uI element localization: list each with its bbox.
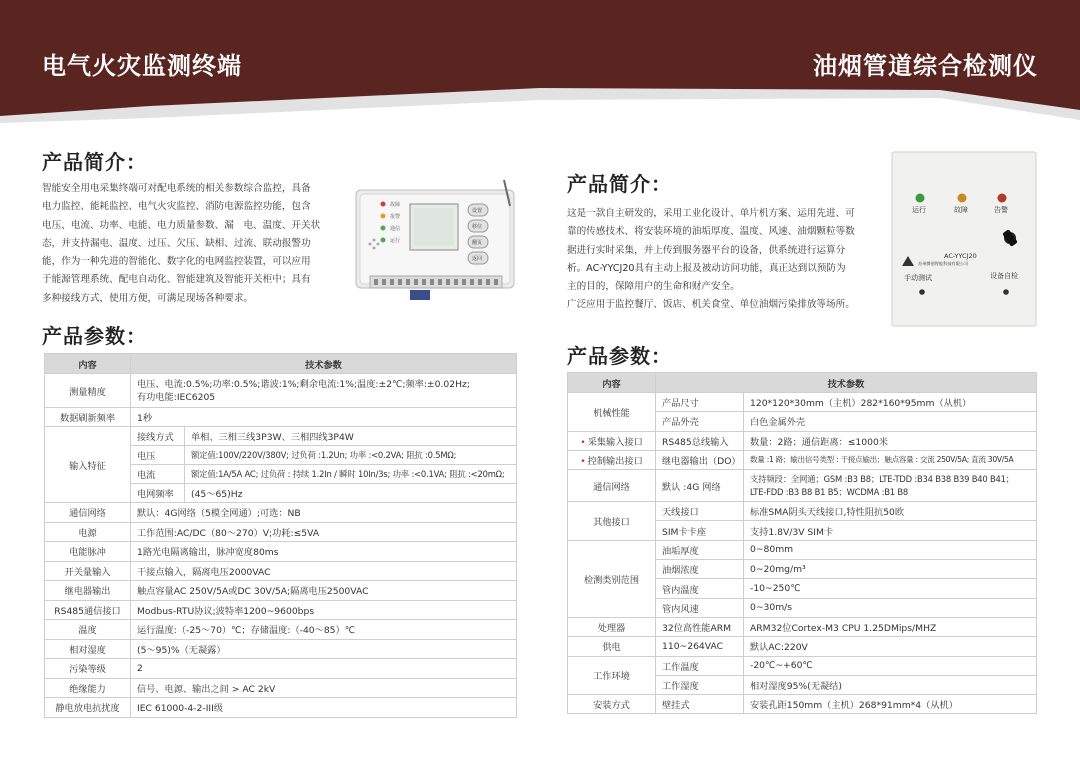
table-row: [45, 620, 517, 640]
text-line: 主的目的，保障用户的生命和财产安全。: [567, 281, 740, 293]
model-label: AC-YYCJ20: [944, 252, 977, 260]
table-row: [45, 659, 517, 679]
device-button-label: 翻页: [472, 240, 483, 246]
row-label: [568, 431, 656, 450]
sub-value: (45～65)Hz: [185, 484, 517, 503]
row-label: 机械性能: [568, 393, 656, 432]
row-label: RS485通信接口: [45, 600, 131, 620]
row-label: 测量精度: [45, 374, 131, 408]
sub-label: 壁挂式: [656, 695, 744, 714]
star-icon: •: [580, 436, 586, 448]
table-row: [568, 540, 1037, 559]
text-line: 智能安全用电采集终端可对配电系统的相关参数综合监控，具备: [42, 183, 311, 194]
table-row: [45, 600, 517, 620]
row-value: 1路光电隔离输出，脉冲宽度80ms: [131, 542, 517, 562]
device-button-label: 返回: [472, 256, 483, 262]
sub-value: 相对湿度95%(无凝结): [744, 675, 1037, 694]
table-row: [568, 656, 1037, 675]
row-label: 污染等级: [45, 659, 131, 679]
left-params-table: [44, 353, 517, 718]
row-label: 其他接口: [568, 502, 656, 541]
row-value: Modbus-RTU协议;波特率1200~9600bps: [131, 600, 517, 620]
table-row: [45, 678, 517, 698]
row-label: 静电放电抗扰度: [45, 698, 131, 718]
text-line: 多种接线方式，使用方便，可满足现场各种要求。: [42, 292, 254, 304]
header-banner: [0, 0, 1080, 140]
led-label: 报警: [390, 214, 401, 220]
sub-value: 0~30m/s: [744, 598, 1037, 617]
row-label: 数据刷新频率: [45, 408, 131, 427]
sub-value: 默认AC:220V: [744, 637, 1037, 656]
monitoring-terminal-image: [350, 176, 520, 312]
led-label: 故障: [390, 202, 401, 208]
sub-label: 油垢厚度: [656, 540, 744, 559]
table-row: [45, 561, 517, 581]
sub-label: 接线方式: [131, 427, 185, 446]
sub-label: 默认 :4G 网络: [656, 470, 744, 502]
row-label: 安装方式: [568, 695, 656, 714]
table-row: [45, 542, 517, 562]
sub-value: 数量：2路；通信距离：≤1000米: [744, 431, 1037, 450]
row-label: 处理器: [568, 617, 656, 636]
table-row: [568, 431, 1037, 450]
text-line: 广泛应用于监控餐厅、饭店、机关食堂、单位油烟污染排放等场所。: [567, 299, 855, 311]
banner-right-title: 油烟管道综合检测仪: [813, 52, 1038, 80]
row-value: IEC 61000-4-2-III级: [131, 698, 517, 718]
row-label: 检测类别范围: [568, 540, 656, 617]
company-label: 苏州腾创智能科技有限公司: [918, 261, 969, 266]
row-label: 相对湿度: [45, 639, 131, 659]
sub-value: 额定值:100V/220V/380V; 过负荷 :1.2Un; 功率 :<0.2VA; 阻抗 :0.5MΩ;: [185, 446, 517, 465]
value-line: 有功电能:IEC6205: [137, 391, 216, 403]
indicator-label: 运行: [912, 206, 926, 214]
row-label: 温度: [45, 620, 131, 640]
row-value: 工作范围:AC/DC（80～270）V;功耗:≤5VA: [131, 522, 517, 542]
row-label: 电源: [45, 522, 131, 542]
sub-label: 电流: [131, 465, 185, 484]
text-line: 据进行实时采集，并上传到服务器平台的设备，供系统进行运算分: [567, 244, 846, 256]
sub-value: [744, 470, 1037, 502]
device-button-label: 移位: [472, 224, 483, 230]
table-row: [568, 637, 1037, 656]
row-label-text: 采集输入接口: [587, 436, 643, 448]
table-row: [45, 408, 517, 427]
selfcheck-button-label: 设备自检: [990, 272, 1018, 280]
sub-value: 120*120*30mm（主机）282*160*95mm（从机）: [744, 393, 1037, 412]
right-params-heading: 产品参数：: [567, 344, 672, 368]
text-line: 这是一款自主研发的，采用工业化设计、单片机方案、运用先进、可: [567, 208, 855, 219]
header-cell: 内容: [45, 354, 131, 374]
left-intro-heading: 产品简介：: [42, 150, 147, 174]
left-intro-text: [42, 180, 342, 308]
sub-label: 工作湿度: [656, 675, 744, 694]
right-intro-heading: 产品简介：: [567, 172, 672, 196]
banner-left-title: 电气火灾监测终端: [42, 52, 242, 80]
sub-label: 管内温度: [656, 579, 744, 598]
table-row: [45, 503, 517, 523]
header-cell: 技术参数: [656, 373, 1037, 393]
row-value: (5～95)%（无凝露）: [131, 639, 517, 659]
sub-value: 0~20mg/m³: [744, 560, 1037, 579]
led-label: 通信: [390, 226, 401, 232]
row-label: 开关量输入: [45, 561, 131, 581]
sub-label: RS485总线输入: [656, 431, 744, 450]
text-line: 靠的传感技术、将安装环境的油垢厚度、温度、风速、油烟颗粒等数: [567, 226, 855, 238]
row-label: 供电: [568, 637, 656, 656]
star-icon: •: [580, 456, 586, 468]
sub-label: 继电器输出（DO）: [656, 450, 744, 469]
table-row: [45, 427, 517, 446]
sub-value: 安装孔距150mm（主机）268*91mm*4（从机）: [744, 695, 1037, 714]
row-value: [131, 374, 517, 408]
row-value: 信号、电源、输出之间 > AC 2kV: [131, 678, 517, 698]
row-value: 运行温度:（-25～70）℃；存储温度:（-40～85）℃: [131, 620, 517, 640]
row-value: 1秒: [131, 408, 517, 427]
sub-label: 油烟浓度: [656, 560, 744, 579]
table-row: [568, 470, 1037, 502]
row-label-text: 控制输出接口: [587, 456, 643, 468]
value-line: 支持频段：全网通；GSM :B3 B8；LTE-TDD :B34 B38 B39 B40 B41；: [750, 473, 1014, 484]
table-header-row: [568, 373, 1037, 393]
text-line: 态，并支持漏电、温度、过压、欠压、缺相、过流、联动报警功: [42, 237, 311, 249]
sub-value: 数量 :1 路；输出信号类型 : 干接点输出；触点容量 : 交流 250V/5A; 直流 30V/5A: [744, 450, 1037, 469]
row-label: 输入特征: [45, 427, 131, 503]
text-line: 析。AC-YYCJ20具有主动上报及被动访问功能，真正达到以预防为: [567, 262, 846, 274]
row-value: 2: [131, 659, 517, 679]
sub-label: 工作温度: [656, 656, 744, 675]
header-cell: 技术参数: [131, 354, 517, 374]
sub-label: 电网频率: [131, 484, 185, 503]
sub-label: 管内风速: [656, 598, 744, 617]
sub-value: 白色金属外壳: [744, 412, 1037, 431]
oil-fume-detector-image: [890, 150, 1038, 328]
table-row: [45, 639, 517, 659]
table-row: [568, 617, 1037, 636]
table-row: [45, 522, 517, 542]
left-params-heading: 产品参数：: [42, 324, 147, 348]
sub-value: 标准SMA阴头天线接口,特性阻抗50欧: [744, 502, 1037, 521]
table-header-row: [45, 354, 517, 374]
test-button-label: 手动测试: [904, 274, 932, 282]
row-value: 触点容量AC 250V/5A或DC 30V/5A;隔离电压2500VAC: [131, 581, 517, 601]
sub-value: -10~250℃: [744, 579, 1037, 598]
sub-value: 0~80mm: [744, 540, 1037, 559]
sub-label: 天线接口: [656, 502, 744, 521]
table-row: [568, 450, 1037, 469]
indicator-label: 告警: [994, 206, 1008, 214]
sub-value: -20℃~+60℃: [744, 656, 1037, 675]
table-row: [45, 374, 517, 408]
header-cell: 内容: [568, 373, 656, 393]
text-line: 电压、电流、功率、电能、电力质量参数、漏 电、温度、开关状: [42, 219, 321, 231]
row-label: 工作环境: [568, 656, 656, 695]
table-row: [45, 698, 517, 718]
sub-label: SIM卡卡座: [656, 521, 744, 540]
indicator-label: 故障: [954, 206, 968, 214]
led-label: 运行: [390, 238, 401, 244]
sub-value: 单相、三相三线3P3W、三相四线3P4W: [185, 427, 517, 446]
sub-value: 额定值:1A/5A AC; 过负荷 : 持续 1.2In / 瞬时 10In/3s; 功率 :<0.1VA; 阻抗 :<20mΩ;: [185, 465, 517, 484]
sub-value: 支持1.8V/3V SIM卡: [744, 521, 1037, 540]
right-params-table: [567, 372, 1037, 714]
value-line: 电压、电流:0.5%;功率:0.5%;谐波:1%;剩余电流:1%;温度:±2℃;频率:±0.02Hz;: [137, 378, 470, 390]
sub-label: 产品尺寸: [656, 393, 744, 412]
right-intro-text: [567, 205, 879, 315]
sub-label: 110~264VAC: [656, 637, 744, 656]
sub-label: 产品外壳: [656, 412, 744, 431]
row-label: 绝缘能力: [45, 678, 131, 698]
text-line: 能，作为一种先进的智能化、数字化的电网监控装置，可以应用: [42, 256, 311, 268]
row-value: 默认：4G网络（5模全网通）;可选：NB: [131, 503, 517, 523]
row-label: 继电器输出: [45, 581, 131, 601]
row-label: [568, 450, 656, 469]
value-line: LTE-FDD :B3 B8 B1 B5；WCDMA :B1 B8: [750, 486, 909, 497]
sub-value: ARM32位Cortex-M3 CPU 1.25DMips/MHZ: [744, 617, 1037, 636]
text-line: 电力监控、能耗监控、电气火灾监控、消防电源监控功能，包含: [42, 201, 311, 213]
text-line: 于能源管理系统、配电自动化、智能建筑及智能开关柜中；具有: [42, 274, 311, 286]
row-label: 通信网络: [568, 470, 656, 502]
row-label: 电能脉冲: [45, 542, 131, 562]
table-row: [568, 695, 1037, 714]
table-row: [568, 393, 1037, 412]
sub-label: 32位高性能ARM: [656, 617, 744, 636]
device-button-label: 设置: [472, 208, 483, 214]
row-value: 干接点输入，隔离电压2000VAC: [131, 561, 517, 581]
table-row: [568, 502, 1037, 521]
sub-label: 电压: [131, 446, 185, 465]
table-row: [45, 581, 517, 601]
row-label: 通信网络: [45, 503, 131, 523]
